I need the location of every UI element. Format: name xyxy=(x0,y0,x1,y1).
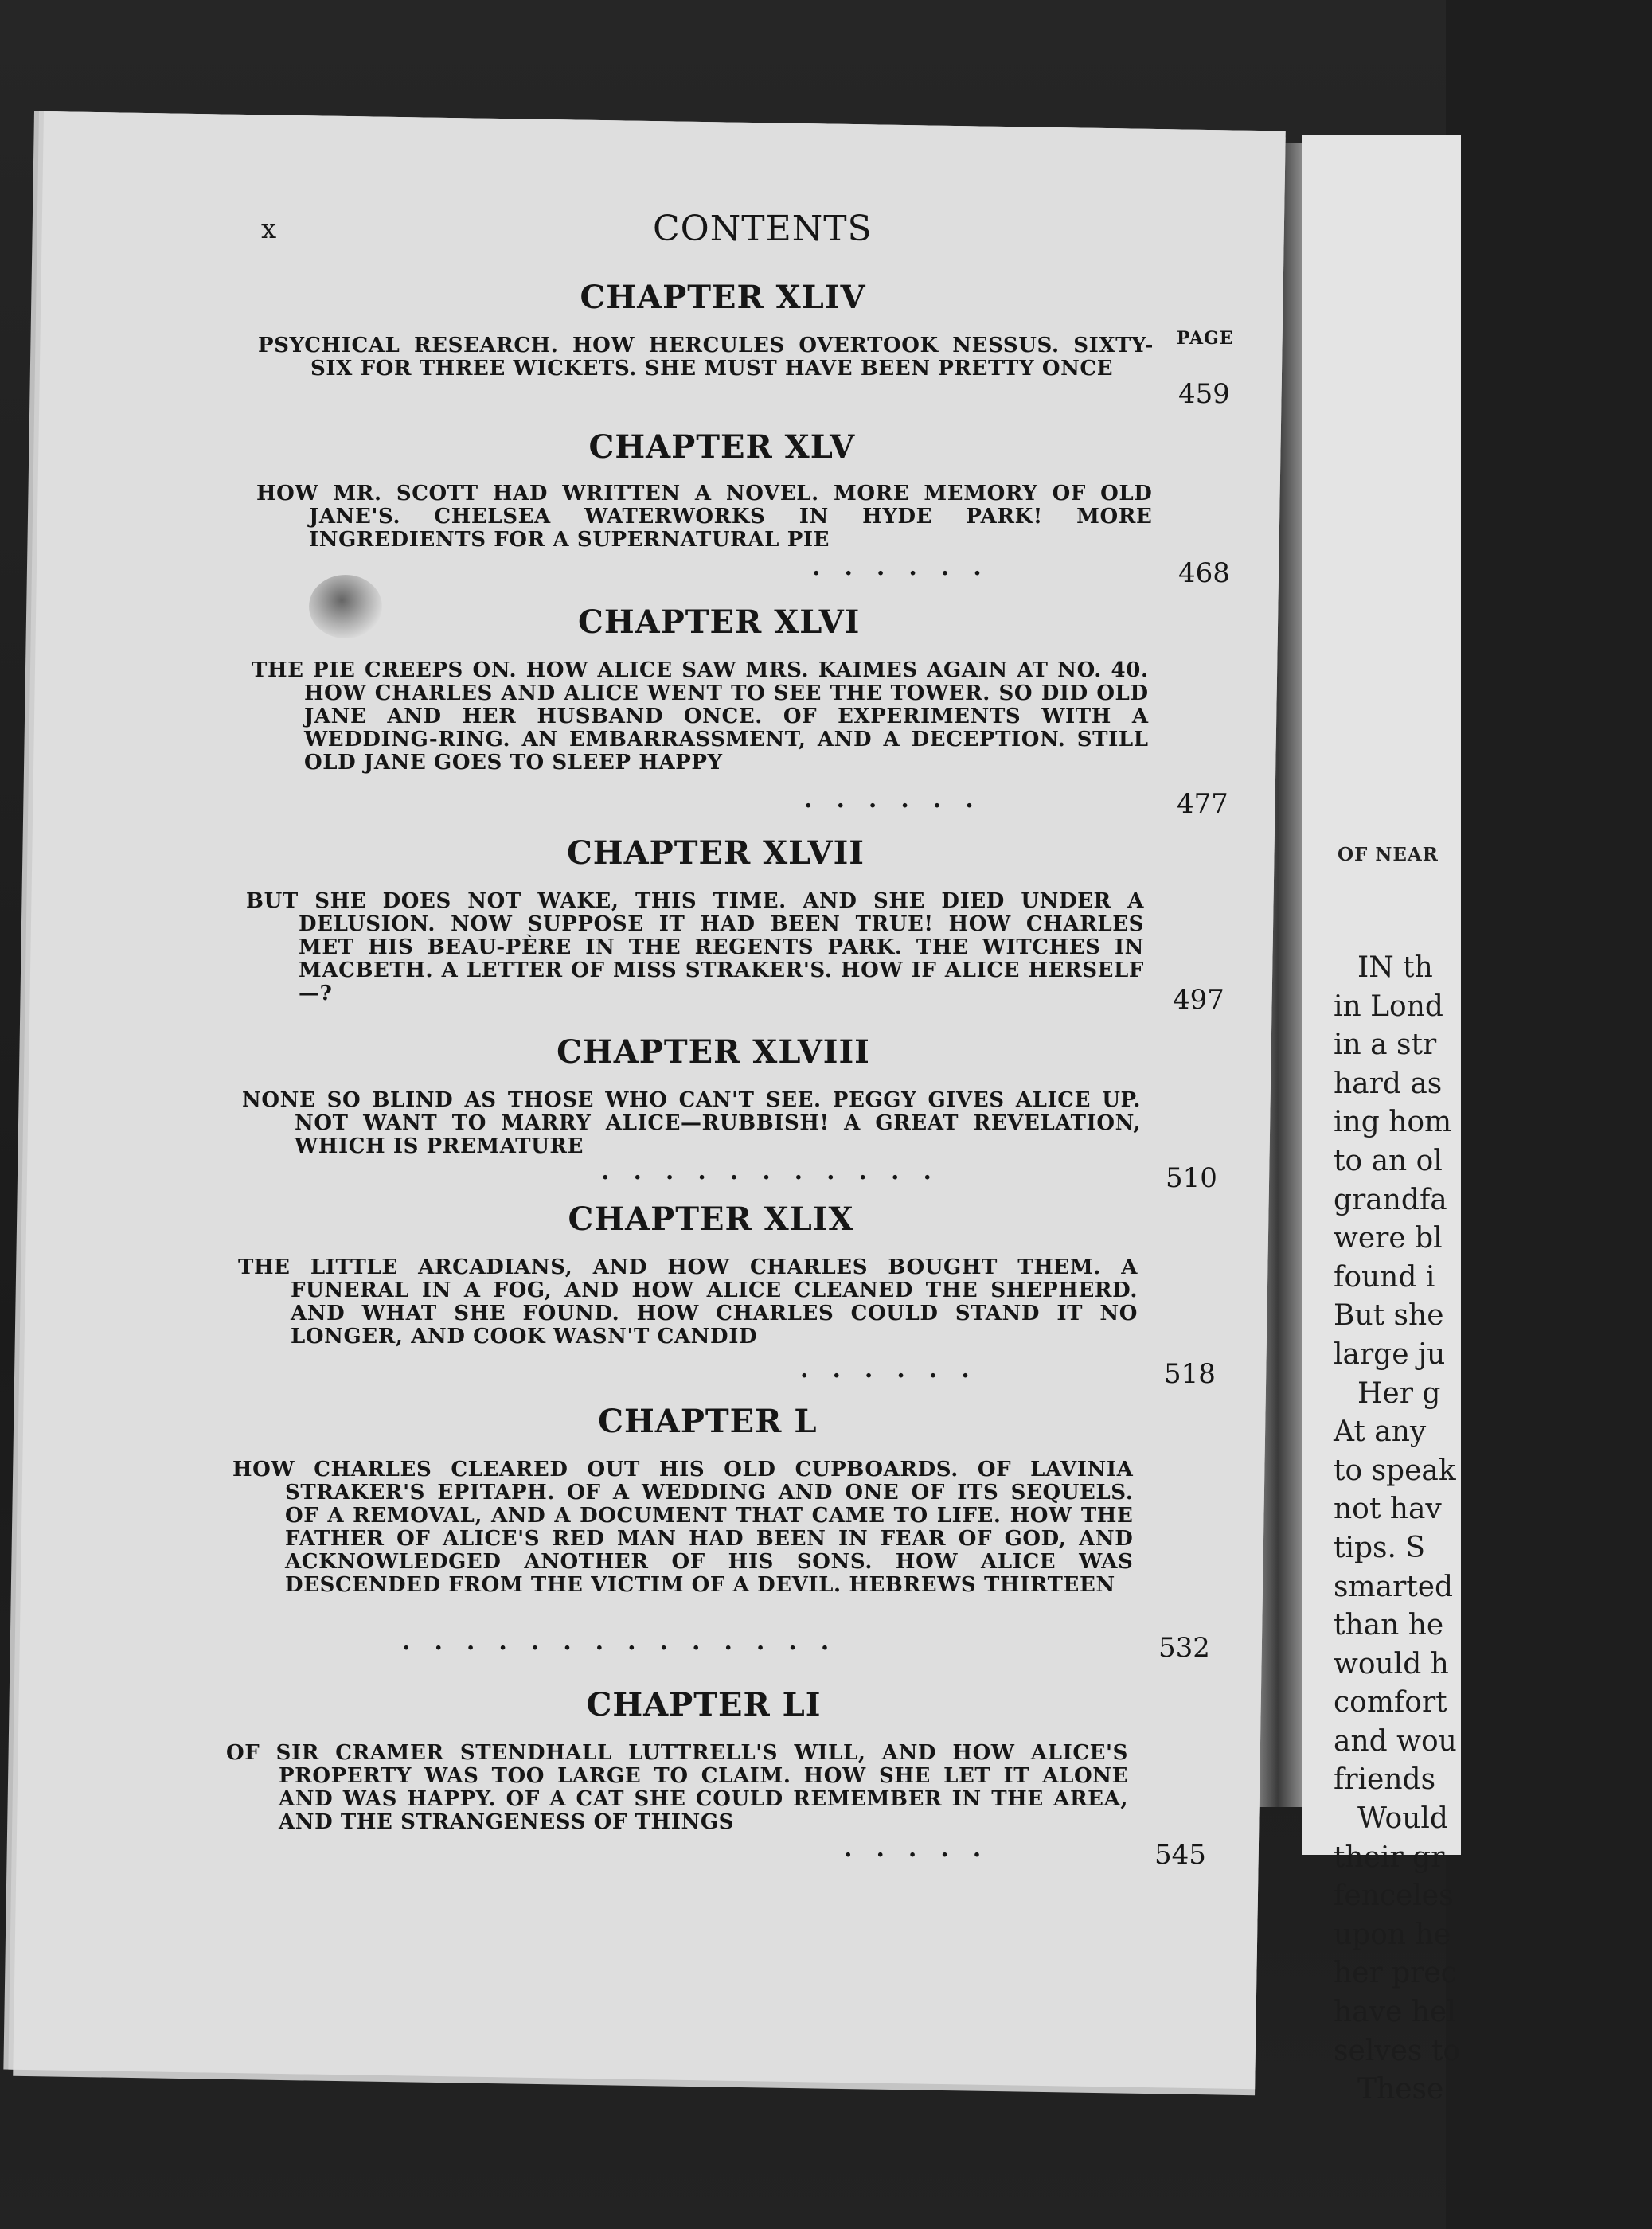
chapter-page-number: 545 xyxy=(1154,1839,1206,1871)
facing-page-line: were bl xyxy=(1334,1222,1443,1255)
facing-page-line: in Lond xyxy=(1334,990,1443,1023)
facing-page-line: smarted xyxy=(1334,1570,1454,1603)
chapter-page-number: 497 xyxy=(1173,984,1224,1016)
chapter-heading: CHAPTER XLVIII xyxy=(557,1033,870,1071)
page-number-roman: x xyxy=(261,213,277,245)
facing-page-header: OF NEAR xyxy=(1338,844,1439,865)
facing-page-line: upon he xyxy=(1334,1918,1451,1951)
dot-leader: ...... xyxy=(800,1356,994,1384)
facing-page-line: comfort xyxy=(1334,1686,1447,1720)
chapter-page-number: 510 xyxy=(1166,1162,1217,1194)
dot-leader: .............. xyxy=(402,1628,853,1656)
chapter-heading: CHAPTER XLIX xyxy=(568,1200,854,1238)
chapter-heading: CHAPTER L xyxy=(598,1403,818,1440)
facing-page-line: hard as xyxy=(1334,1067,1443,1100)
facing-page-line: found i xyxy=(1334,1260,1435,1294)
facing-page-line: her prec xyxy=(1334,1957,1457,1990)
facing-page-line: selves to xyxy=(1334,2034,1460,2067)
chapter-page-number: 468 xyxy=(1178,557,1230,589)
facing-page-line: fenceles xyxy=(1334,1880,1454,1913)
dot-leader: ...... xyxy=(804,786,998,814)
facing-page-line: tips. S xyxy=(1334,1531,1426,1564)
chapter-summary: BUT SHE DOES NOT WAKE, THIS TIME. AND SHE DIED UNDER A DELUSION. NOW SUPPOSE IT HAD BEEN TRUE! HOW CHARLES MET HIS BEAU-PÈRE IN THE REGENTS PARK. THE WITCHES IN MACBETH. A LETTER OF MISS STRAKER'S. HOW IF ALICE HERSELF—? xyxy=(246,889,1144,1005)
facing-page-line: These xyxy=(1357,2073,1444,2106)
facing-page-line: But she xyxy=(1334,1299,1444,1333)
facing-page-line: Would xyxy=(1357,1802,1448,1836)
chapter-summary: NONE SO BLIND AS THOSE WHO CAN'T SEE. PEGGY GIVES ALICE UP. NOT WANT TO MARRY ALICE—RUBBISH! A GREAT REVELATION, WHICH IS PREMATURE xyxy=(242,1088,1141,1158)
chapter-heading: CHAPTER XLVI xyxy=(578,603,861,641)
chapter-page-number: 532 xyxy=(1158,1632,1210,1664)
dot-leader: ..... xyxy=(844,1835,1006,1863)
dot-leader: ...... xyxy=(812,553,1006,581)
chapter-page-number: 477 xyxy=(1177,788,1228,820)
chapter-summary: HOW CHARLES CLEARED OUT HIS OLD CUPBOARDS. OF LAVINIA STRAKER'S EPITAPH. OF A WEDDING AND ONE OF ITS SEQUELS. OF A REMOVAL, AND A DOCUMENT THAT CAME TO LIFE. HOW THE FATHER OF ALICE'S RED MAN HAD BEEN IN FEAR OF GOD, AND ACKNOWLEDGED ANOTHER OF HIS SONS. HOW ALICE WAS DESCENDED FROM THE VICTIM OF A DEVIL. HEBREWS THIRTEEN xyxy=(232,1458,1134,1597)
chapter-page-number: 518 xyxy=(1164,1358,1216,1390)
facing-page-line: At any xyxy=(1334,1415,1427,1449)
dot-leader: ........... xyxy=(601,1157,955,1185)
chapter-heading: CHAPTER LI xyxy=(586,1686,822,1723)
chapter-page-number: 459 xyxy=(1178,378,1230,410)
facing-page-line: to speak xyxy=(1334,1454,1456,1487)
chapter-summary: THE PIE CREEPS ON. HOW ALICE SAW MRS. KAIMES AGAIN AT NO. 40. HOW CHARLES AND ALICE WENT TO SEE THE TOWER. SO DID OLD JANE AND HER HUSBAND ONCE. OF EXPERIMENTS WITH A WEDDING-RING. AN EMBARRASSMENT, AND A DECEPTION. STILL OLD JANE GOES TO SLEEP HAPPY xyxy=(252,658,1149,775)
chapter-heading: CHAPTER XLVII xyxy=(566,834,865,872)
facing-page-line: and wou xyxy=(1334,1724,1457,1758)
facing-page-line: would h xyxy=(1334,1647,1449,1681)
page-title: CONTENTS xyxy=(653,209,873,249)
facing-page-line: Her g xyxy=(1357,1376,1441,1410)
chapter-summary: PSYCHICAL RESEARCH. HOW HERCULES OVERTOOK NESSUS. SIXTY-SIX FOR THREE WICKETS. SHE MUST HAVE BEEN PRETTY ONCE xyxy=(258,334,1154,381)
facing-page-line: ing hom xyxy=(1334,1106,1452,1139)
facing-page-line: friends xyxy=(1334,1763,1436,1797)
page-column-label: PAGE xyxy=(1177,328,1234,349)
chapter-heading: CHAPTER XLIV xyxy=(580,279,866,316)
chapter-heading: CHAPTER XLV xyxy=(588,428,856,466)
facing-page-line: to an ol xyxy=(1334,1144,1443,1177)
chapter-summary: HOW MR. SCOTT HAD WRITTEN A NOVEL. MORE MEMORY OF OLD JANE'S. CHELSEA WATERWORKS IN HYDE PARK! MORE INGREDIENTS FOR A SUPERNATURAL PIE xyxy=(256,482,1153,552)
facing-page-line: in a str xyxy=(1334,1029,1437,1062)
facing-page-line: large ju xyxy=(1334,1337,1446,1371)
facing-page-line: grandfa xyxy=(1334,1183,1447,1216)
chapter-summary: OF SIR CRAMER STENDHALL LUTTRELL'S WILL, AND HOW ALICE'S PROPERTY WAS TOO LARGE TO CLAIM. HOW SHE LET IT ALONE AND WAS HAPPY. OF A CAT SHE COULD REMEMBER IN THE AREA, AND THE STRANGENESS OF THINGS xyxy=(226,1741,1128,1834)
facing-page-line: IN th xyxy=(1357,951,1433,984)
facing-page-line: than he xyxy=(1334,1609,1444,1642)
facing-page-line: their gr xyxy=(1334,1841,1445,1874)
facing-page-line: not hav xyxy=(1334,1493,1442,1526)
chapter-summary: THE LITTLE ARCADIANS, AND HOW CHARLES BOUGHT THEM. A FUNERAL IN A FOG, AND HOW ALICE CLEANED THE SHEPHERD. AND WHAT SHE FOUND. HOW CHARLES COULD STAND IT NO LONGER, AND COOK WASN'T CANDID xyxy=(238,1255,1138,1349)
facing-page-line: have hel xyxy=(1334,1996,1456,2029)
